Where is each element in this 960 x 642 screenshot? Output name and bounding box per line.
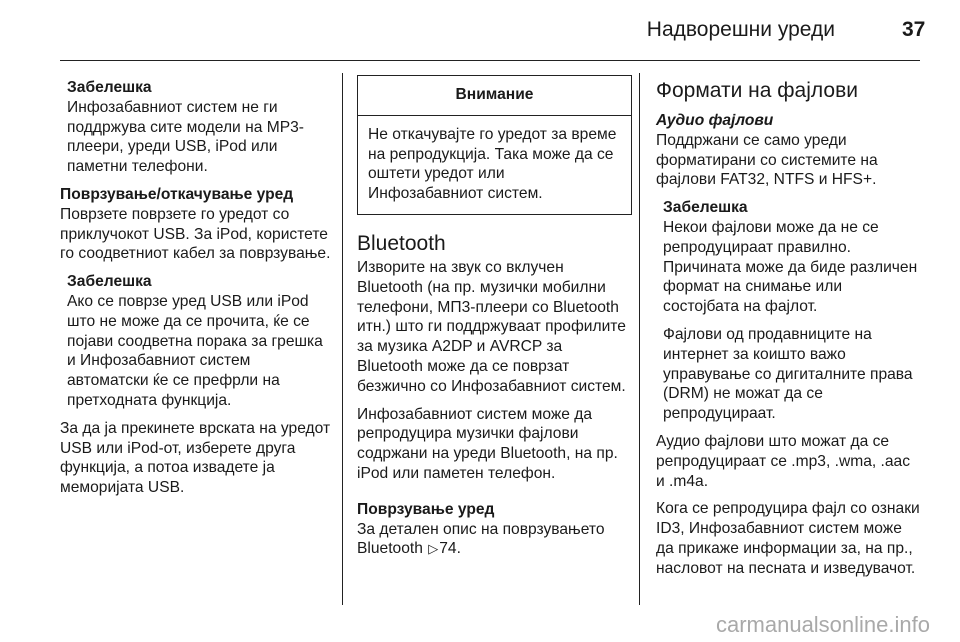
- column-divider-1: [342, 73, 343, 605]
- section-heading: Поврзување/откачување уред: [60, 185, 294, 203]
- note-text: Ако се поврзе уред USB или iPod што не може да се прочита, ќе се појави соодветна порака за грешка и Инфозабавниот систем автоматски ќе се префрли на претходната функција.: [67, 292, 323, 409]
- connect-text: За детален опис на поврзувањето Bluetooth: [357, 520, 605, 558]
- note-block: [656, 198, 922, 424]
- warning-box: [357, 75, 632, 215]
- formats-text: Аудио фајлови што можат да се репродуцираат се .mp3, .wma, .aac и .m4a.: [656, 432, 911, 490]
- connect-heading: Поврзување уред: [357, 500, 495, 518]
- page-title: Надворешни уреди: [646, 18, 835, 41]
- warning-title: Внимание: [358, 76, 631, 116]
- formats-heading: Формати на фајлови: [656, 79, 858, 102]
- note-label: Забелешка: [67, 273, 152, 291]
- watermark: carmanualsonline.info: [715, 612, 930, 637]
- column-1: [60, 78, 332, 506]
- note-text: Инфозабавниот систем не ги поддржува сите модели на MP3-плеери, уреди USB, iPod или паметни телефони.: [67, 98, 304, 176]
- bluetooth-text-2: Инфозабавниот систем може да репродуцира музички фајлови содржани на уреди Bluetooth, на пр. iPod или паметен телефон.: [357, 405, 618, 482]
- note-block: [60, 78, 332, 177]
- bluetooth-heading: Bluetooth: [357, 231, 446, 255]
- note-text: Некои фајлови може да не се репродуцираат правилно. Причината може да биде различен формат на снимање или состојбата на фајлот.: [663, 218, 918, 316]
- section-text: Поврзете поврзете го уредот со приклучокот USB. За iPod, користете го соодветниот кабел за поврзување.: [60, 205, 331, 263]
- xref-page[interactable]: 74.: [439, 540, 461, 558]
- id3-text: Кога се репродуцира фајл со ознаки ID3, Инфозабавниот систем може да прикаже информации за, на пр., насловот на песната и изведувачот.: [656, 500, 920, 577]
- note-label: Забелешка: [663, 199, 748, 217]
- column-3: [656, 78, 922, 587]
- note-block: [60, 272, 332, 411]
- page-number: 37: [902, 18, 926, 41]
- connect-paragraph: [357, 520, 632, 560]
- column-divider-2: [639, 73, 640, 605]
- audio-files-text: Поддржани се само уреди форматирани со системите на фајлови FAT32, NTFS и HFS+.: [656, 131, 878, 189]
- closing-text: За да ја прекинете врската на уредот USB или iPod-от, изберете друга функција, а потоа извадете ја меморијата USB.: [60, 419, 331, 497]
- warning-text: Не откачувајте го уредот за време на репродукција. Така може да се оштети уредот или Инфозабавниот систем.: [368, 125, 617, 203]
- bluetooth-text: Изворите на звук со вклучен Bluetooth (на пр. музички мобилни телефони, МП3-плеери со Bluetooth итн.) што ги поддржуваат профилите за музика A2DP и AVRCP за Bluetooth може да се поврзат безжично со Инфозабавниот систем.: [357, 258, 626, 395]
- note-text-2: Фајлови од продавниците на интернет за коишто важо управување со дигиталните права (DRM) не можат да се репродуцираат.: [663, 325, 913, 423]
- arrow-reference-icon: ▷: [428, 541, 439, 557]
- note-label: Забелешка: [67, 79, 152, 96]
- audio-files-heading: Аудио фајлови: [656, 112, 774, 129]
- header-divider: [60, 60, 920, 61]
- column-2: [357, 78, 632, 567]
